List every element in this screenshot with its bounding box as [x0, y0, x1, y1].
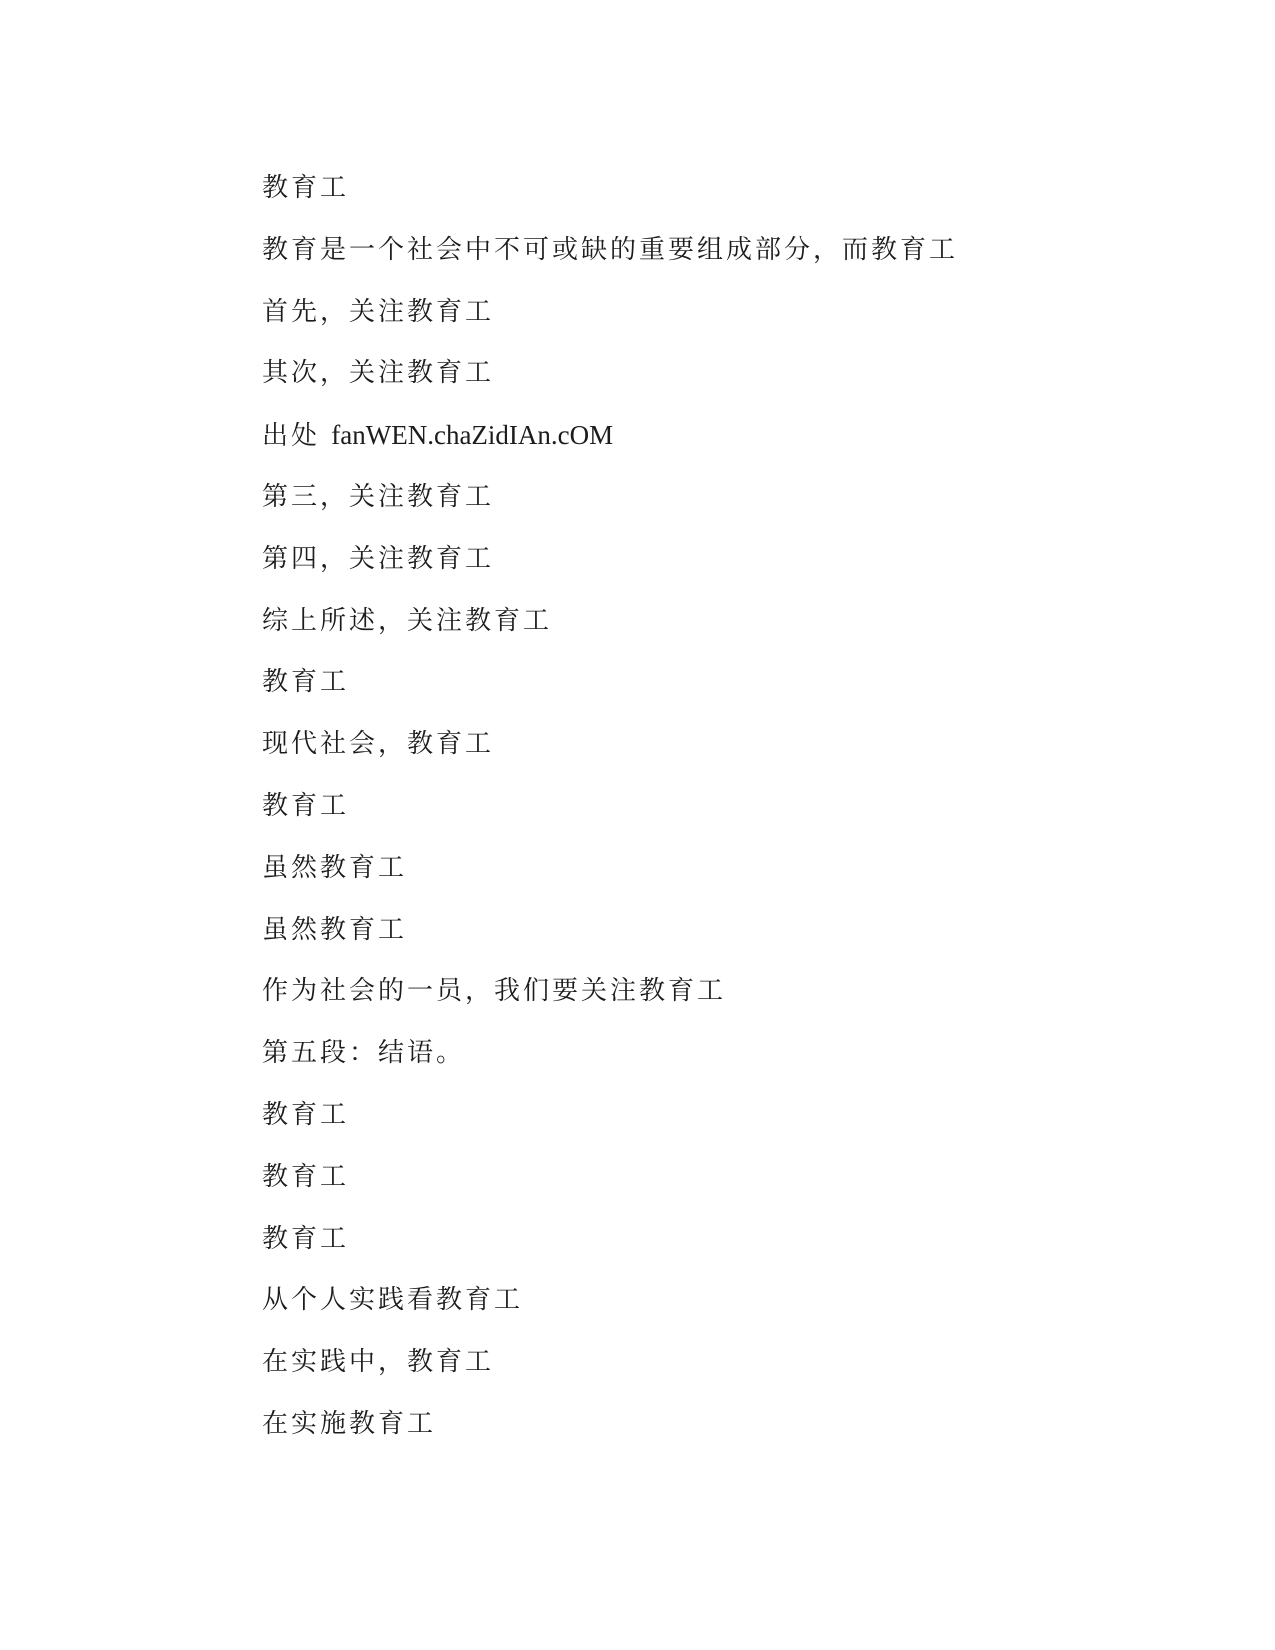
source-label: 出处: [262, 421, 332, 452]
paragraph: 教育工: [262, 790, 350, 821]
paragraph: 第四，关注教育工: [262, 543, 495, 574]
paragraph: 在实践中，教育工: [262, 1347, 495, 1378]
paragraph: 现代社会，教育工: [262, 729, 495, 760]
paragraph: 教育工: [262, 1223, 350, 1254]
source-url: fanWEN.chaZidIAn.cOM: [331, 420, 614, 451]
paragraph: 综上所述，关注教育工: [262, 605, 553, 636]
paragraph: 第三，关注教育工: [262, 481, 495, 512]
paragraph: 在实施教育工: [262, 1408, 437, 1439]
paragraph: 第五段：结语。: [262, 1038, 466, 1069]
paragraph: 教育工: [262, 1099, 350, 1130]
paragraph: 教育工: [262, 667, 350, 698]
paragraph: 作为社会的一员，我们要关注教育工: [262, 976, 727, 1007]
document-body: [262, 166, 1062, 1464]
paragraph: 虽然教育工: [262, 914, 408, 945]
source-line: [262, 413, 1062, 475]
paragraph: 教育工: [262, 173, 350, 203]
paragraph: 从个人实践看教育工: [262, 1285, 524, 1316]
paragraph: 其次，关注教育工: [262, 358, 495, 389]
paragraph: 首先，关注教育工: [262, 296, 495, 327]
paragraph: 虽然教育工: [262, 852, 408, 883]
paragraph: 教育是一个社会中不可或缺的重要组成部分，而教育工: [262, 234, 959, 265]
paragraph: 教育工: [262, 1161, 350, 1192]
